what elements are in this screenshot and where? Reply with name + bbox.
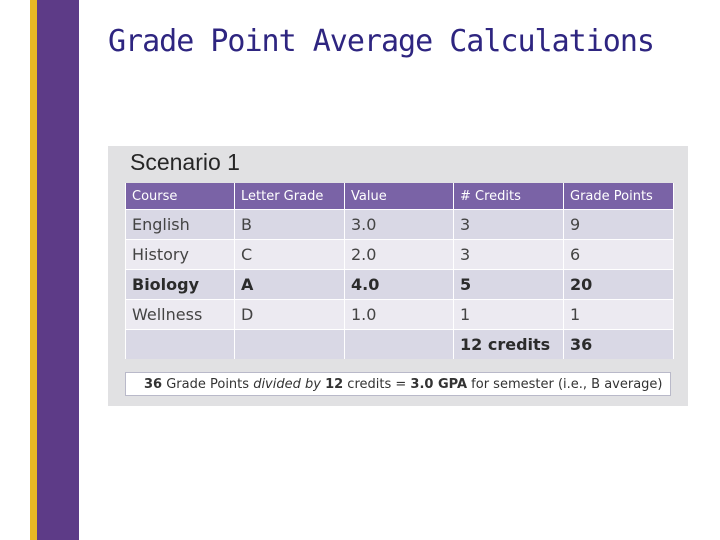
cell-total-empty xyxy=(126,330,235,360)
cell-credits: 5 xyxy=(454,270,564,300)
grades-table xyxy=(125,183,674,359)
cell-grade-points: 1 xyxy=(564,300,674,330)
cell-letter-grade: B xyxy=(235,210,345,240)
column-header-credits: # Credits xyxy=(454,183,564,210)
table-row xyxy=(126,270,674,300)
summary-points: 36 xyxy=(144,377,163,392)
totals-row xyxy=(126,330,674,360)
cell-total-grade-points: 36 xyxy=(564,330,674,360)
column-header-grade-points: Grade Points xyxy=(564,183,674,210)
gold-accent-bar xyxy=(30,0,37,540)
cell-grade-points: 20 xyxy=(564,270,674,300)
slide-title: Grade Point Average Calculations xyxy=(108,24,654,59)
cell-total-empty xyxy=(235,330,345,360)
summary-text: credits = xyxy=(343,377,411,392)
cell-credits: 3 xyxy=(454,240,564,270)
cell-course: Biology xyxy=(126,270,235,300)
table-row xyxy=(126,240,674,270)
column-header-letter-grade: Letter Grade xyxy=(235,183,345,210)
cell-total-credits: 12 credits xyxy=(454,330,564,360)
cell-course: Wellness xyxy=(126,300,235,330)
column-header-course: Course xyxy=(126,183,235,210)
cell-value: 2.0 xyxy=(345,240,454,270)
gpa-summary xyxy=(125,372,671,396)
summary-text: for semester (i.e., B average) xyxy=(467,377,663,392)
cell-letter-grade: D xyxy=(235,300,345,330)
cell-value: 3.0 xyxy=(345,210,454,240)
cell-value: 4.0 xyxy=(345,270,454,300)
cell-course: English xyxy=(126,210,235,240)
cell-letter-grade: A xyxy=(235,270,345,300)
cell-credits: 1 xyxy=(454,300,564,330)
summary-credits: 12 xyxy=(325,377,344,392)
cell-grade-points: 9 xyxy=(564,210,674,240)
column-header-value: Value xyxy=(345,183,454,210)
scenario-panel xyxy=(108,146,688,406)
cell-course: History xyxy=(126,240,235,270)
purple-side-bar xyxy=(37,0,79,540)
cell-grade-points: 6 xyxy=(564,240,674,270)
summary-text: Grade Points xyxy=(162,377,254,392)
table-row xyxy=(126,300,674,330)
cell-letter-grade: C xyxy=(235,240,345,270)
cell-value: 1.0 xyxy=(345,300,454,330)
summary-gpa: 3.0 GPA xyxy=(410,377,468,392)
cell-credits: 3 xyxy=(454,210,564,240)
scenario-title: Scenario 1 xyxy=(130,149,240,175)
table-row xyxy=(126,210,674,240)
cell-total-empty xyxy=(345,330,454,360)
table-header-row xyxy=(126,183,674,210)
summary-divided-by: divided by xyxy=(253,377,321,392)
